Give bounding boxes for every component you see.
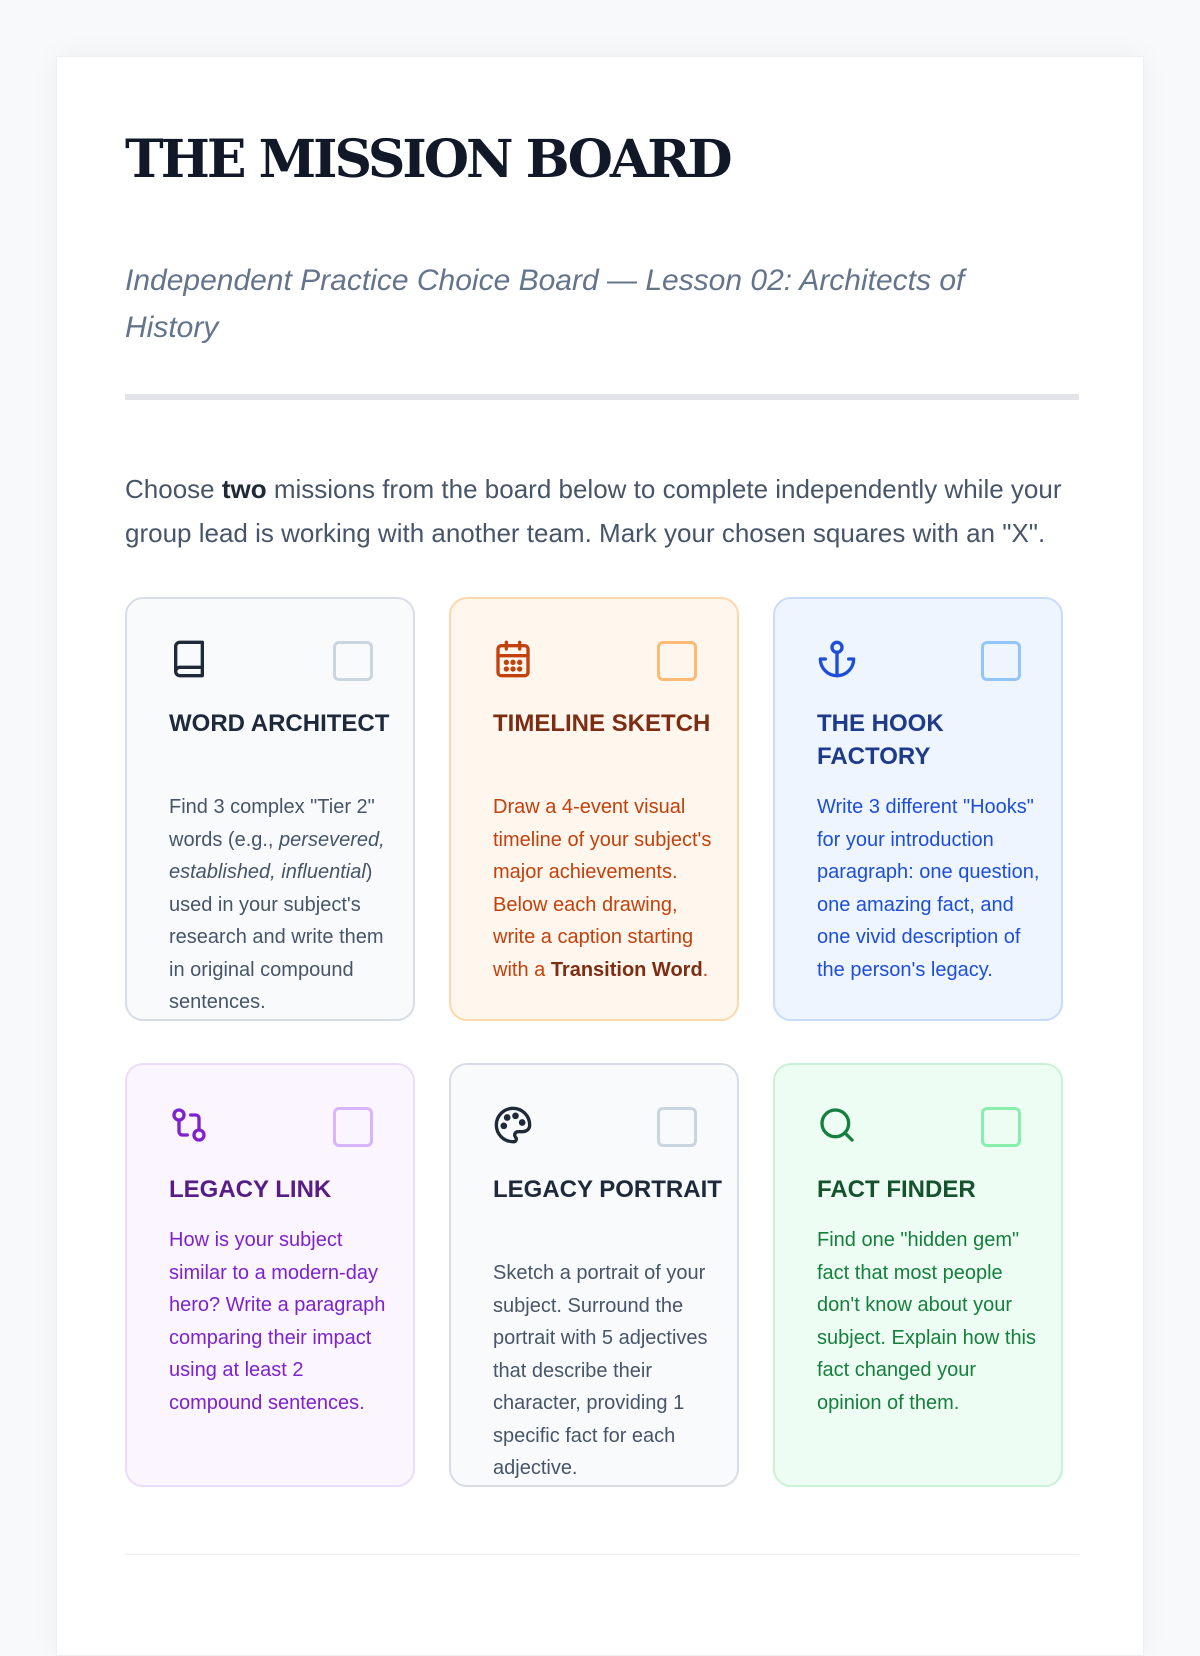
mission-title: LEGACY LINK bbox=[169, 1176, 332, 1203]
anchor-icon bbox=[817, 639, 857, 679]
mission-description-text: How is your subject similar to a modern-day hero? Write a paragraph comparing their impact using at least 2 compound sentences. bbox=[169, 1229, 386, 1414]
book-icon bbox=[169, 639, 209, 679]
mission-checkbox[interactable] bbox=[981, 641, 1021, 681]
mission-description bbox=[817, 791, 1045, 986]
mission-checkbox[interactable] bbox=[981, 1107, 1021, 1147]
mission-description-text: . bbox=[702, 958, 709, 981]
mission-description bbox=[169, 1224, 397, 1419]
instructions-rest: missions from the board below to complete independently while your group lead is working with another team. Mark your chosen squares with an "X". bbox=[125, 474, 1062, 548]
mission-description-text: Write 3 different "Hooks" for your introduction paragraph: one question, one amazing fact, and one vivid description of the person's legacy. bbox=[817, 796, 1040, 981]
mission-description bbox=[493, 791, 721, 986]
mission-card-legacy-link[interactable] bbox=[125, 1063, 415, 1487]
mission-card-the-hook-factory[interactable] bbox=[773, 597, 1063, 1021]
mission-checkbox[interactable] bbox=[333, 1107, 373, 1147]
mission-description-text: Find one "hidden gem" fact that most people don't know about your subject. Explain how this fact changed your opinion of them. bbox=[817, 1229, 1037, 1414]
instructions-emphasis: two bbox=[221, 474, 267, 504]
mission-description-text: Transition Word bbox=[550, 958, 703, 981]
mission-title: THE HOOK FACTORY bbox=[817, 710, 944, 770]
mission-description-text: Find 3 complex "Tier 2" words (e.g., bbox=[169, 796, 375, 851]
footer-divider bbox=[125, 1554, 1079, 1555]
mission-card-fact-finder[interactable] bbox=[773, 1063, 1063, 1487]
mission-title: WORD ARCHITECT bbox=[169, 710, 390, 737]
git-compare-icon bbox=[169, 1105, 209, 1145]
mission-card-word-architect[interactable] bbox=[125, 597, 415, 1021]
mission-checkbox[interactable] bbox=[333, 641, 373, 681]
instructions-lead: Choose bbox=[125, 474, 222, 504]
header-divider bbox=[125, 394, 1079, 400]
mission-title: FACT FINDER bbox=[817, 1176, 976, 1203]
mission-description bbox=[493, 1257, 721, 1485]
mission-title: LEGACY PORTRAIT bbox=[493, 1176, 722, 1203]
calendar-icon bbox=[493, 639, 533, 679]
mission-board-sheet bbox=[56, 56, 1144, 1656]
mission-description-text: Sketch a portrait of your subject. Surround the portrait with 5 adjectives that describe their character, providing 1 specific fact for each adjective. bbox=[493, 1262, 708, 1479]
mission-card-legacy-portrait[interactable] bbox=[449, 1063, 739, 1487]
mission-description-text: persevered, established, influential bbox=[169, 828, 385, 883]
instructions bbox=[125, 467, 1079, 555]
mission-checkbox[interactable] bbox=[657, 1107, 697, 1147]
page-title: THE MISSION BOARD bbox=[125, 129, 730, 190]
mission-description-text: Draw a 4-event visual timeline of your subject's major achievements. Below each drawing, write a caption starting with a bbox=[493, 796, 712, 981]
mission-description bbox=[817, 1224, 1045, 1419]
search-icon bbox=[817, 1105, 857, 1145]
mission-card-timeline-sketch[interactable] bbox=[449, 597, 739, 1021]
page-subtitle: Independent Practice Choice Board — Lesson 02: Architects of History bbox=[125, 264, 965, 344]
mission-description-text: ) used in your subject's research and write them in original compound sentences. bbox=[169, 861, 384, 1013]
palette-icon bbox=[493, 1105, 533, 1145]
mission-checkbox[interactable] bbox=[657, 641, 697, 681]
mission-description bbox=[169, 791, 397, 1019]
mission-title: TIMELINE SKETCH bbox=[493, 710, 711, 737]
